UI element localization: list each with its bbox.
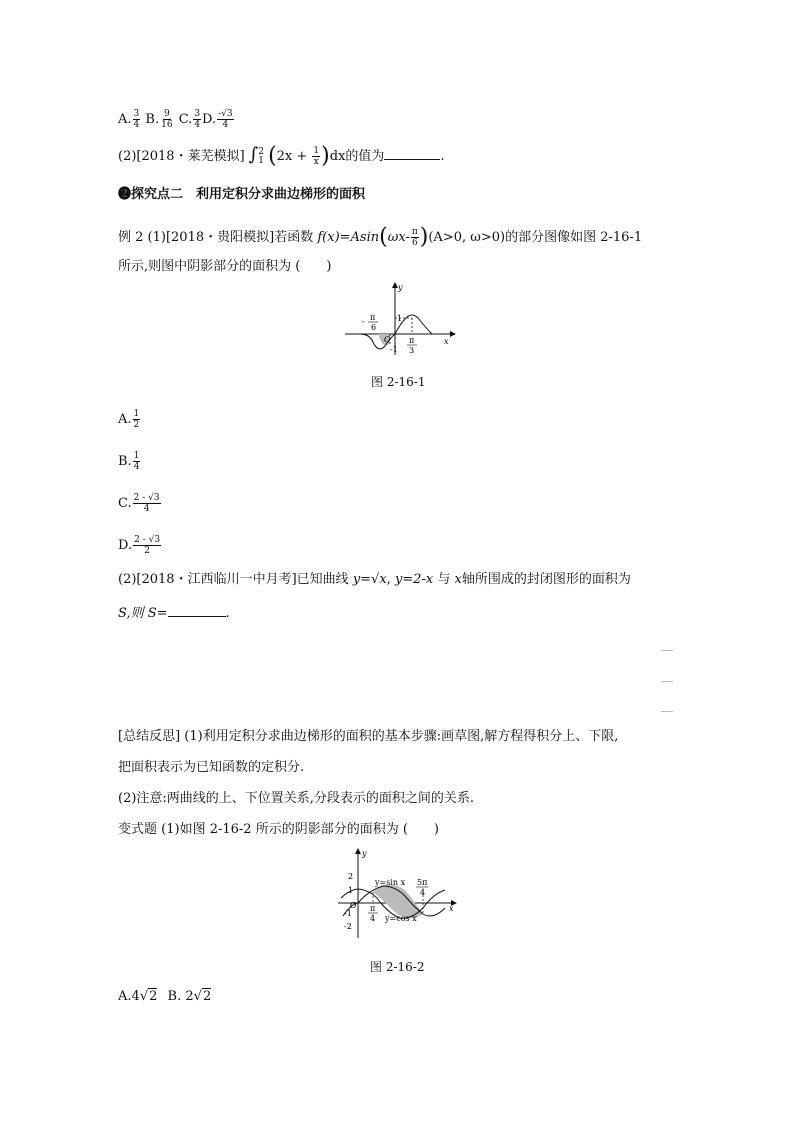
tick-2: 2 xyxy=(348,872,354,881)
option-d-label: D. xyxy=(202,112,217,127)
y-label: y xyxy=(362,849,367,858)
summary-line2: 把面积表示为已知函数的定积分. xyxy=(118,760,305,775)
option-b-fraction: $\frac{9}{16}$ xyxy=(161,109,173,130)
q1-options xyxy=(118,109,235,130)
ex2-option-a[interactable]: A. $\frac{1}{2}$ xyxy=(118,409,140,430)
tick-5pi4-den: 4 xyxy=(420,888,426,897)
variant-question: 变式题 (1)如图 2-16-2 所示的阴影部分的面积为 ( ) xyxy=(118,822,439,837)
option-b-label: B. xyxy=(145,112,160,127)
answer-blank[interactable] xyxy=(168,604,226,617)
tick-neg-1: -1 xyxy=(344,909,352,918)
tick-1: 1 xyxy=(348,886,354,895)
section-bullet-icon: ❷ xyxy=(118,187,132,202)
q2-fraction: $\frac{1}{x}$ xyxy=(313,146,320,167)
tick-neg-pi6-num: π xyxy=(370,313,376,322)
summary-label: [总结反思] xyxy=(118,729,181,744)
x-label: x xyxy=(449,904,454,913)
margin-mark xyxy=(661,711,673,712)
summary-line1: [总结反思] (1)利用定积分求曲边梯形的面积的基本步骤:画草图,解方程得积分上、下限, xyxy=(118,729,619,744)
ex2-option-d[interactable]: D. $\frac{2 - √3}{2}$ xyxy=(118,535,161,556)
tick-neg-2: -2 xyxy=(344,922,352,931)
option-c-fraction: $\frac{3}{4}$ xyxy=(194,109,201,130)
y-label: y xyxy=(398,283,403,292)
tick-pi3-den: 3 xyxy=(409,346,415,355)
origin-label: O xyxy=(384,335,391,344)
section-heading: ❷探究点二 利用定积分求曲边梯形的面积 xyxy=(118,187,366,202)
example-2-line1: 例 2 (1)[2018・贵阳模拟]若函数 f(x)=Asin(ωx- $\frac{\pi}{6}$ )(A>0, ω>0)的部分图像如图 2-16-1 xyxy=(118,224,643,250)
example-label: 例 2 xyxy=(118,230,144,245)
example-source: [2018・贵阳模拟] xyxy=(165,230,275,245)
margin-mark xyxy=(661,681,673,682)
variant-option-b[interactable]: B. 2√2 xyxy=(167,989,212,1004)
x-axis-arrow-icon xyxy=(450,331,456,337)
ex2-part2-line1: (2)[2018・江西临川一中月考]已知曲线 y=√x, y=2-x 与 x轴所围成的封闭图形的面积为 xyxy=(118,572,631,587)
tick-5pi4-num: 5π xyxy=(417,878,428,887)
x-label: x xyxy=(444,337,449,346)
ex2-option-c[interactable]: C. $\frac{2 - √3}{4}$ xyxy=(118,493,160,514)
option-c-label: C. xyxy=(178,112,193,127)
variant-options xyxy=(118,988,211,1006)
margin-mark xyxy=(661,650,673,651)
svg-text:-: - xyxy=(362,317,365,326)
figure-2-16-2 xyxy=(333,846,463,946)
tick-neg-1: -1 xyxy=(390,345,398,354)
answer-blank[interactable] xyxy=(384,147,440,160)
tick-pi3-num: π xyxy=(409,336,415,345)
cos-label: y=cos x xyxy=(385,914,417,923)
ex2-part2-line2: S,则 S= . xyxy=(118,606,230,621)
option-d-fraction: $\frac{-√3}{4}$ xyxy=(218,109,233,130)
ex2-option-b[interactable]: B. $\frac{1}{4}$ xyxy=(118,451,140,472)
question-2: (2)[2018・莱芜模拟] ∫ 2 1 (2x + $\frac{1}{x}$ )dx的值为 . xyxy=(118,143,445,169)
figure-caption: 图 2-16-2 xyxy=(370,960,425,974)
tick-pi4-den: 4 xyxy=(370,914,376,923)
variant-label: 变式题 xyxy=(118,822,158,837)
example-2-line2: 所示,则图中阴影部分的面积为 ( ) xyxy=(118,259,332,274)
option-a-fraction: $\frac{3}{4}$ xyxy=(133,109,140,130)
variant-option-a[interactable]: A.4√2 xyxy=(118,989,158,1004)
origin-label: O xyxy=(350,901,357,910)
figure-2-16-1 xyxy=(340,280,460,360)
summary-line3: (2)注意:两曲线的上、下位置关系,分段表示的面积之间的关系. xyxy=(118,791,475,806)
option-a-label: A. xyxy=(118,112,132,127)
tick-pi4-num: π xyxy=(370,904,376,913)
integral-sign: ∫ xyxy=(248,144,259,165)
question-source: [2018・莱芜模拟] xyxy=(136,149,245,164)
y-axis-arrow-icon xyxy=(355,848,361,854)
sin-label: y=sin x xyxy=(375,878,406,887)
figure-caption: 图 2-16-1 xyxy=(371,375,426,389)
tick-1: 1 xyxy=(397,314,403,323)
tick-neg-pi6-den: 6 xyxy=(371,323,377,332)
question-source: [2018・江西临川一中月考] xyxy=(136,572,297,587)
